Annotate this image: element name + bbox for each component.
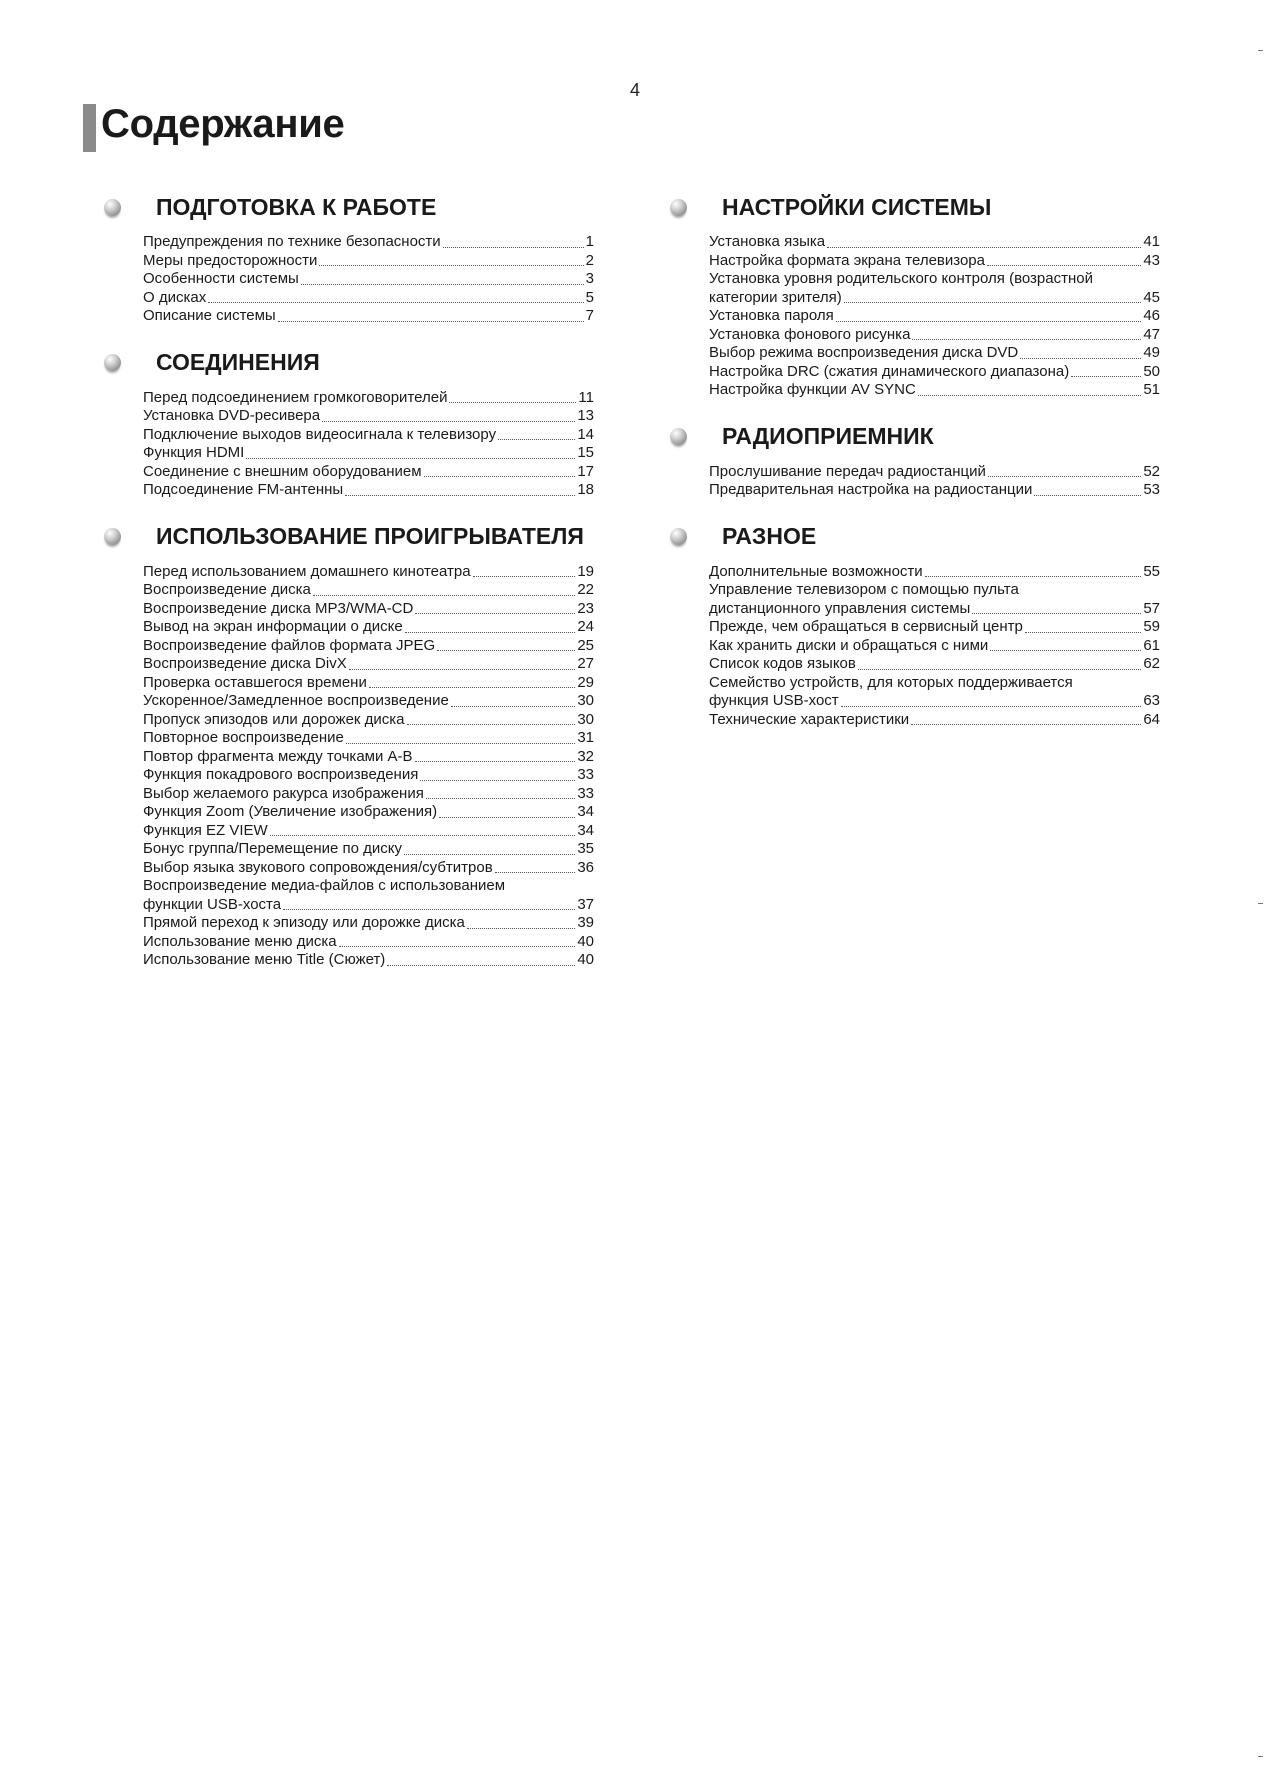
right-column <box>670 190 1170 749</box>
toc-entry[interactable] <box>709 344 1160 363</box>
toc-entry-page: 33 <box>577 784 594 802</box>
title-accent-bar <box>83 104 96 152</box>
toc-entry-page: 14 <box>577 425 594 443</box>
toc-entry[interactable] <box>143 822 594 841</box>
dot-leader <box>972 613 1141 614</box>
toc-entry[interactable] <box>143 389 594 408</box>
toc-entry[interactable] <box>709 563 1160 582</box>
toc-entry[interactable] <box>143 289 594 308</box>
toc-entry-label: Использование меню диска <box>143 932 337 950</box>
dot-leader <box>988 476 1141 477</box>
crop-mark <box>1258 903 1263 904</box>
toc-entry[interactable] <box>143 270 594 289</box>
toc-entry[interactable] <box>143 637 594 656</box>
toc-entry-page: 17 <box>577 462 594 480</box>
toc-entry-label: Технические характеристики <box>709 710 910 728</box>
dot-leader <box>451 706 575 707</box>
toc-entry-label: Вывод на экран информации о диске <box>143 618 403 635</box>
toc-entry[interactable] <box>143 896 594 915</box>
toc-entry[interactable] <box>143 233 594 252</box>
toc-entry[interactable] <box>143 618 594 637</box>
dot-leader <box>407 724 576 725</box>
toc-entry-label: Перед использованием домашнего кинотеатра <box>143 562 471 580</box>
toc-entry[interactable] <box>143 600 594 619</box>
toc-entry[interactable] <box>709 692 1160 711</box>
toc-entry-page: 41 <box>1143 233 1160 250</box>
toc-entry-page: 33 <box>577 766 594 783</box>
toc-entry-list <box>709 233 1160 400</box>
toc-entry-label: Выбор режима воспроизведения диска DVD <box>709 344 1019 361</box>
toc-entry[interactable] <box>143 307 594 326</box>
toc-entry[interactable] <box>709 711 1160 730</box>
dot-leader <box>437 650 575 651</box>
toc-entry-label: Соединение с внешним оборудованием <box>143 462 422 480</box>
dot-leader <box>1025 632 1141 633</box>
toc-section <box>104 346 604 500</box>
toc-entry-label: Повтор фрагмента между точками A-B <box>143 747 413 765</box>
dot-leader <box>283 909 575 910</box>
dot-leader <box>925 576 1142 577</box>
toc-entry[interactable] <box>143 463 594 482</box>
toc-entry[interactable] <box>143 481 594 500</box>
toc-entry[interactable] <box>143 729 594 748</box>
section-title: РАЗНОЕ <box>722 523 817 549</box>
toc-entry-label: Воспроизведение файлов формата JPEG <box>143 636 436 654</box>
dot-leader <box>498 439 575 440</box>
section-header <box>104 190 604 224</box>
toc-entry-page: 51 <box>1143 381 1160 398</box>
toc-section <box>670 520 1170 730</box>
toc-entry-label: Выбор желаемого ракурса изображения <box>143 784 424 802</box>
toc-entry-label: Установка языка <box>709 233 826 250</box>
toc-entry-label: Повторное воспроизведение <box>143 729 344 746</box>
toc-entry[interactable] <box>709 363 1160 382</box>
dot-leader <box>319 265 583 266</box>
toc-entry[interactable] <box>709 655 1160 674</box>
toc-entry-page: 34 <box>577 821 594 839</box>
toc-entry-page: 35 <box>577 840 594 857</box>
section-title: ИСПОЛЬЗОВАНИЕ ПРОИГРЫВАТЕЛЯ <box>156 523 584 549</box>
toc-entry[interactable] <box>709 463 1160 482</box>
toc-entry-page: 57 <box>1143 599 1160 617</box>
section-header <box>670 190 1170 224</box>
toc-entry-label: Список кодов языков <box>709 655 856 672</box>
toc-entry[interactable] <box>143 859 594 878</box>
dot-leader <box>369 687 575 688</box>
toc-entry-line[interactable]: Семейство устройств, для которых поддерживается <box>709 673 1073 691</box>
toc-entry[interactable] <box>143 803 594 822</box>
dot-leader <box>415 613 575 614</box>
section-title: СОЕДИНЕНИЯ <box>156 349 320 375</box>
toc-entry-label: Функция покадрового воспроизведения <box>143 766 419 783</box>
toc-entry-page: 62 <box>1143 655 1160 672</box>
toc-entry-label: Настройка функции AV SYNC <box>709 381 916 398</box>
page-number: 4 <box>630 80 641 100</box>
dot-leader <box>387 965 575 966</box>
dot-leader <box>405 632 576 633</box>
toc-entry-page: 53 <box>1143 481 1160 498</box>
dot-leader <box>467 928 575 929</box>
crop-mark <box>1258 1756 1263 1757</box>
toc-entry-label: Установка пароля <box>709 307 834 324</box>
toc-section <box>104 520 604 970</box>
toc-section <box>670 420 1170 500</box>
dot-leader <box>404 854 575 855</box>
toc-entry-page: 23 <box>577 599 594 617</box>
toc-entry[interactable] <box>709 637 1160 656</box>
toc-entry-label: Использование меню Title (Сюжет) <box>143 951 386 968</box>
toc-entry-label: Подсоединение FM-антенны <box>143 481 344 498</box>
toc-entry-label: Прямой переход к эпизоду или дорожке диска <box>143 914 465 931</box>
toc-entry[interactable] <box>143 655 594 674</box>
toc-entry[interactable] <box>143 914 594 933</box>
dot-leader <box>841 706 1142 707</box>
toc-entry-page: 40 <box>577 932 594 950</box>
toc-entry-page: 7 <box>585 307 594 324</box>
toc-entry-page: 19 <box>577 562 594 580</box>
toc-entry-page: 24 <box>577 618 594 635</box>
toc-entry[interactable] <box>709 600 1160 619</box>
dot-leader <box>1071 376 1141 377</box>
dot-leader <box>246 458 575 459</box>
toc-entry-label: функции USB-хоста <box>143 895 282 913</box>
toc-entry-label: Перед подсоединением громкоговорителей <box>143 388 448 406</box>
toc-entry-label: Прослушивание передач радиостанций <box>709 462 986 480</box>
dot-leader <box>990 650 1141 651</box>
crop-mark <box>1258 50 1263 51</box>
toc-entry-page: 37 <box>577 895 594 913</box>
toc-entry-list <box>143 233 594 326</box>
toc-entry-line[interactable]: Управление телевизором с помощью пульта <box>709 581 1019 598</box>
dot-leader <box>858 669 1141 670</box>
toc-entry[interactable] <box>143 407 594 426</box>
toc-entry-label: Воспроизведение диска DivX <box>143 655 347 672</box>
toc-entry[interactable] <box>709 252 1160 271</box>
section-title: ПОДГОТОВКА К РАБОТЕ <box>156 193 437 220</box>
dot-leader <box>301 284 584 285</box>
toc-entry-label: Установка DVD-ресивера <box>143 407 321 424</box>
toc-entry-page: 29 <box>577 673 594 691</box>
toc-entry-page: 46 <box>1143 307 1160 324</box>
toc-entry-page: 2 <box>585 251 594 269</box>
toc-section <box>670 190 1170 400</box>
dot-leader <box>313 595 575 596</box>
toc-entry-line[interactable]: Воспроизведение медиа-файлов с использованием <box>143 877 506 894</box>
dot-leader <box>473 576 576 577</box>
toc-entry[interactable] <box>143 933 594 952</box>
toc-entry-page: 27 <box>577 655 594 672</box>
toc-entry[interactable] <box>143 674 594 693</box>
toc-entry[interactable] <box>143 951 594 970</box>
toc-entry-page: 43 <box>1143 251 1160 269</box>
toc-entry[interactable] <box>709 289 1160 308</box>
toc-entry-page: 59 <box>1143 618 1160 635</box>
toc-entry-page: 22 <box>577 581 594 598</box>
toc-entry-label: Функция HDMI <box>143 444 245 461</box>
toc-entry[interactable] <box>143 581 594 600</box>
toc-entry-page: 61 <box>1143 636 1160 654</box>
dot-leader <box>424 476 576 477</box>
toc-entry-list <box>143 563 594 970</box>
toc-entry-page: 3 <box>585 270 594 287</box>
dot-leader <box>1020 358 1141 359</box>
toc-entry[interactable] <box>143 711 594 730</box>
toc-entry-label: Настройка формата экрана телевизора <box>709 251 985 269</box>
dot-leader <box>208 302 583 303</box>
toc-entry[interactable] <box>709 326 1160 345</box>
toc-entry-page: 30 <box>577 692 594 709</box>
dot-leader <box>495 872 576 873</box>
toc-entry-page: 52 <box>1143 462 1160 480</box>
toc-entry-page: 18 <box>577 481 594 498</box>
section-bullet-icon <box>670 528 687 545</box>
section-bullet-icon <box>670 428 687 445</box>
toc-entry[interactable] <box>143 748 594 767</box>
toc-entry-list <box>709 463 1160 500</box>
toc-entry[interactable] <box>143 444 594 463</box>
toc-entry[interactable] <box>709 618 1160 637</box>
dot-leader <box>439 817 575 818</box>
section-bullet-icon <box>104 528 121 545</box>
toc-entry-page: 25 <box>577 636 594 654</box>
toc-entry-label: Предупреждения по технике безопасности <box>143 233 441 250</box>
dot-leader <box>278 321 584 322</box>
section-header <box>670 520 1170 554</box>
toc-entry-label: Особенности системы <box>143 270 299 287</box>
toc-entry-page: 11 <box>578 388 594 406</box>
toc-entry-label: Прежде, чем обращаться в сервисный центр <box>709 618 1023 635</box>
dot-leader <box>345 495 575 496</box>
toc-entry-list <box>709 563 1160 730</box>
toc-entry-page: 31 <box>577 729 594 746</box>
toc-entry-page: 39 <box>577 914 594 931</box>
toc-entry-label: функция USB-хост <box>709 692 839 709</box>
dot-leader <box>415 761 576 762</box>
toc-entry[interactable] <box>709 381 1160 400</box>
section-bullet-icon <box>104 199 121 216</box>
toc-entry-page: 1 <box>585 233 594 250</box>
dot-leader <box>911 724 1141 725</box>
toc-entry-page: 47 <box>1143 325 1160 343</box>
toc-entry-page: 34 <box>577 803 594 820</box>
toc-entry-label: Установка фонового рисунка <box>709 325 911 343</box>
toc-entry-line[interactable]: Установка уровня родительского контроля (возрастной <box>709 270 1093 287</box>
toc-entry-label: Подключение выходов видеосигнала к телевизору <box>143 425 497 443</box>
toc-entry[interactable] <box>143 840 594 859</box>
section-bullet-icon <box>670 199 687 216</box>
toc-entry-page: 40 <box>577 951 594 968</box>
toc-entry[interactable] <box>143 426 594 445</box>
toc-entry-label: Дополнительные возможности <box>709 562 923 580</box>
dot-leader <box>426 798 575 799</box>
section-title: РАДИОПРИЕМНИК <box>722 423 934 449</box>
dot-leader <box>844 302 1142 303</box>
toc-entry-label: Пропуск эпизодов или дорожек диска <box>143 710 405 728</box>
dot-leader <box>349 669 576 670</box>
toc-entry-page: 55 <box>1143 562 1160 580</box>
dot-leader <box>346 743 575 744</box>
toc-entry-page: 30 <box>577 710 594 728</box>
dot-leader <box>449 402 576 403</box>
toc-entry-page: 45 <box>1143 288 1160 306</box>
toc-entry[interactable] <box>709 481 1160 500</box>
dot-leader <box>270 835 576 836</box>
toc-entry-label: Функция EZ VIEW <box>143 821 268 839</box>
section-title: НАСТРОЙКИ СИСТЕМЫ <box>722 193 992 220</box>
dot-leader <box>322 421 575 422</box>
toc-entry-label: Ускоренное/Замедленное воспроизведение <box>143 692 449 709</box>
toc-entry-page: 64 <box>1143 710 1160 728</box>
toc-entry[interactable] <box>143 252 594 271</box>
toc-entry-page: 5 <box>585 288 594 306</box>
page-title: Содержание <box>101 102 345 146</box>
toc-entry[interactable] <box>143 563 594 582</box>
section-bullet-icon <box>104 354 121 371</box>
toc-entry[interactable] <box>709 233 1160 252</box>
section-header <box>104 346 604 380</box>
section-header <box>104 520 604 554</box>
dot-leader <box>836 321 1142 322</box>
dot-leader <box>339 946 576 947</box>
dot-leader <box>987 265 1141 266</box>
toc-section <box>104 190 604 326</box>
toc-entry-label: Бонус группа/Перемещение по диску <box>143 840 403 857</box>
toc-entry-label: Как хранить диски и обращаться с ними <box>709 636 989 654</box>
toc-entry-page: 49 <box>1143 344 1160 361</box>
toc-entry-page: 15 <box>577 444 594 461</box>
toc-entry-label: категории зрителя) <box>709 288 842 306</box>
toc-entry-label: Меры предосторожности <box>143 251 318 269</box>
toc-entry-label: дистанционного управления системы <box>709 599 971 617</box>
toc-entry-label: Функция Zoom (Увеличение изображения) <box>143 803 438 820</box>
dot-leader <box>827 247 1141 248</box>
toc-entry-label: Проверка оставшегося времени <box>143 673 367 691</box>
toc-entry-label: Воспроизведение диска MP3/WMA-CD <box>143 599 414 617</box>
toc-entry-page: 32 <box>577 747 594 765</box>
toc-entry[interactable] <box>143 692 594 711</box>
left-column <box>104 190 604 990</box>
toc-entry-list <box>143 389 594 500</box>
toc-entry-page: 50 <box>1143 362 1160 380</box>
toc-entry-page: 36 <box>577 858 594 876</box>
toc-entry[interactable] <box>143 766 594 785</box>
toc-entry-label: О дисках <box>143 288 207 306</box>
toc-entry[interactable] <box>709 307 1160 326</box>
section-header <box>670 420 1170 454</box>
toc-entry[interactable] <box>143 785 594 804</box>
dot-leader <box>443 247 584 248</box>
dot-leader <box>918 395 1142 396</box>
toc-entry-label: Описание системы <box>143 307 276 324</box>
dot-leader <box>1034 495 1141 496</box>
toc-entry-page: 63 <box>1143 692 1160 709</box>
dot-leader <box>420 780 575 781</box>
toc-entry-label: Выбор языка звукового сопровождения/субтитров <box>143 858 493 876</box>
toc-entry-label: Воспроизведение диска <box>143 581 311 598</box>
toc-entry-label: Предварительная настройка на радиостанции <box>709 481 1033 498</box>
toc-entry-page: 13 <box>577 407 594 424</box>
toc-entry-label: Настройка DRC (сжатия динамического диапазона) <box>709 362 1070 380</box>
dot-leader <box>912 339 1141 340</box>
